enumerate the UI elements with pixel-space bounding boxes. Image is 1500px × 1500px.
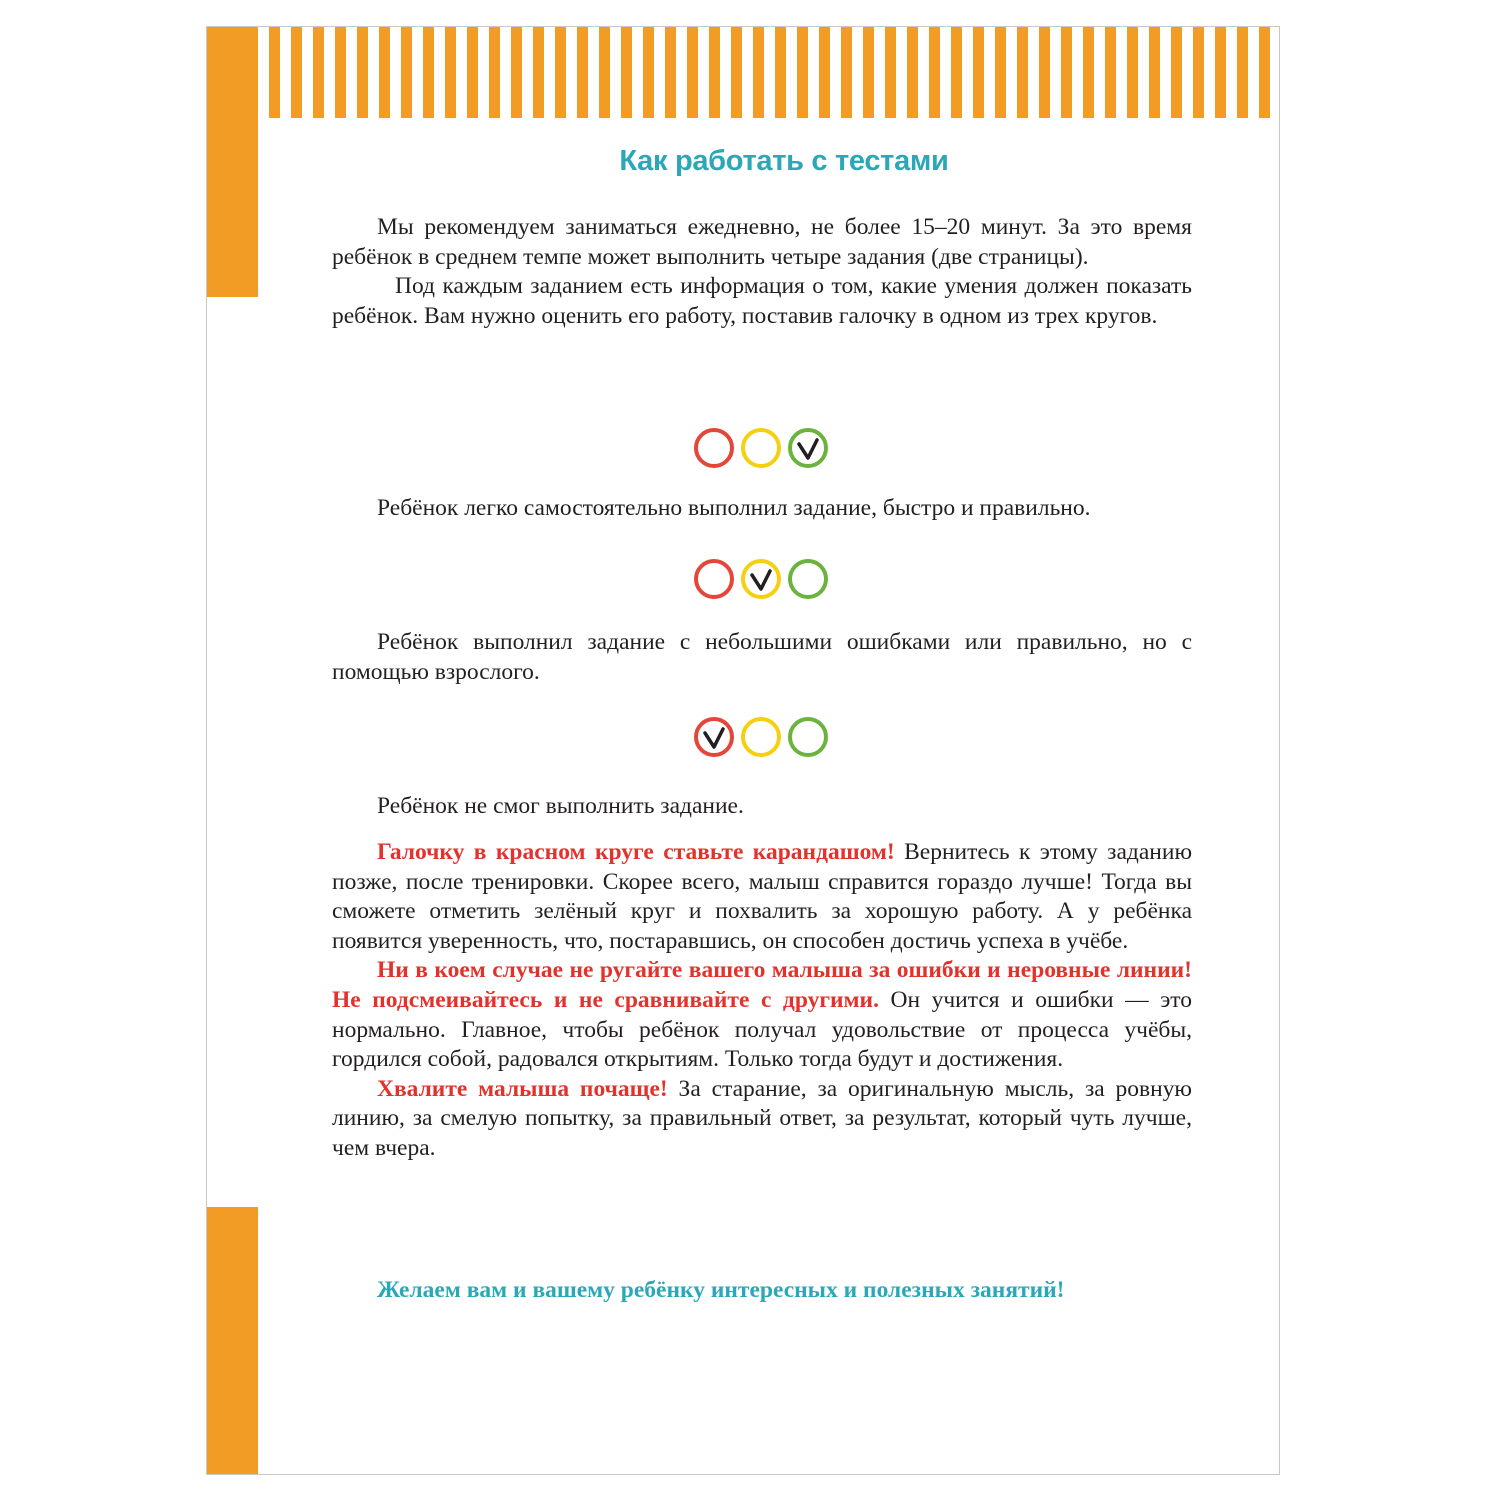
check-mark-icon — [705, 729, 723, 747]
advice-1-highlight: Галочку в красном круге ставьте карандашом! — [377, 839, 895, 865]
orange-stripes-header — [269, 27, 1280, 118]
page — [206, 26, 1280, 1475]
intro-paragraph-1: Мы рекомендуем заниматься ежедневно, не более 15–20 минут. За это время ребёнок в среднем темпе может выполнить четыре задания (две страницы). — [332, 214, 1192, 270]
advice-3-highlight: Хвалите малыша почаще! — [377, 1075, 668, 1102]
circle-yellow-icon — [743, 561, 779, 597]
rating-green-circles — [693, 426, 831, 470]
advice-paragraph-3 — [332, 1075, 1192, 1164]
intro-paragraph-2: Под каждым заданием есть информация о том, какие умения должен показать ребёнок. Вам нужно оценить его работу, поставив галочку в одном из трех кругов. — [332, 273, 1192, 329]
circle-green-icon — [790, 719, 826, 755]
circle-yellow-icon — [743, 719, 779, 755]
rating-red-circles — [693, 715, 831, 759]
circle-green-icon — [790, 430, 826, 466]
rating-yellow-caption: Ребёнок выполнил задание с небольшими ошибками или правильно, но с помощью взрослого. — [332, 629, 1192, 685]
intro-text — [332, 213, 1192, 331]
advice-paragraph-2 — [332, 956, 1192, 1074]
circle-red-icon — [696, 430, 732, 466]
closing-wish: Желаем вам и вашему ребёнку интересных и полезных занятий! — [377, 1277, 1065, 1303]
circle-red-icon — [696, 561, 732, 597]
page-title: Как работать с тестами — [619, 145, 949, 177]
check-mark-icon — [752, 571, 770, 589]
orange-side-bar-bottom — [207, 1207, 258, 1475]
circle-yellow-icon — [743, 430, 779, 466]
advice-1-body: Вернитесь к этому заданию позже, после тренировки. Скорее всего, малыш справится гораздо лучше! Тогда вы сможете отметить зелёный круг и похвалить за хорошую работу. А у ребёнка появится уверенность, что, постаравшись, он способен достичь успеха в учёбе. — [332, 839, 1192, 954]
advice-paragraph-1 — [332, 838, 1192, 956]
advice-text — [332, 838, 1192, 1164]
advice-2-body: Он учится и ошибки — это нормально. Главное, чтобы ребёнок получал удовольствие от процесса учёбы, гордился собой, радовался открытиям. Только тогда будут и достижения. — [332, 986, 1192, 1073]
circle-red-icon — [696, 719, 732, 755]
advice-3-body: За старание, за оригинальную мысль, за ровную линию, за смелую попытку, за правильный ответ, за результат, который чуть лучше, чем вчера. — [332, 1075, 1192, 1161]
rating-green-caption: Ребёнок легко самостоятельно выполнил задание, быстро и правильно. — [377, 495, 1091, 521]
circle-green-icon — [790, 561, 826, 597]
advice-2-highlight: Ни в коем случае не ругайте вашего малыша за ошибки и неровные линии! Не подсмеивайтесь и не сравнивайте с другими. — [332, 957, 1192, 1013]
rating-yellow-circles — [693, 557, 831, 601]
rating-red-caption: Ребёнок не смог выполнить задание. — [377, 793, 744, 819]
check-mark-icon — [799, 440, 817, 458]
